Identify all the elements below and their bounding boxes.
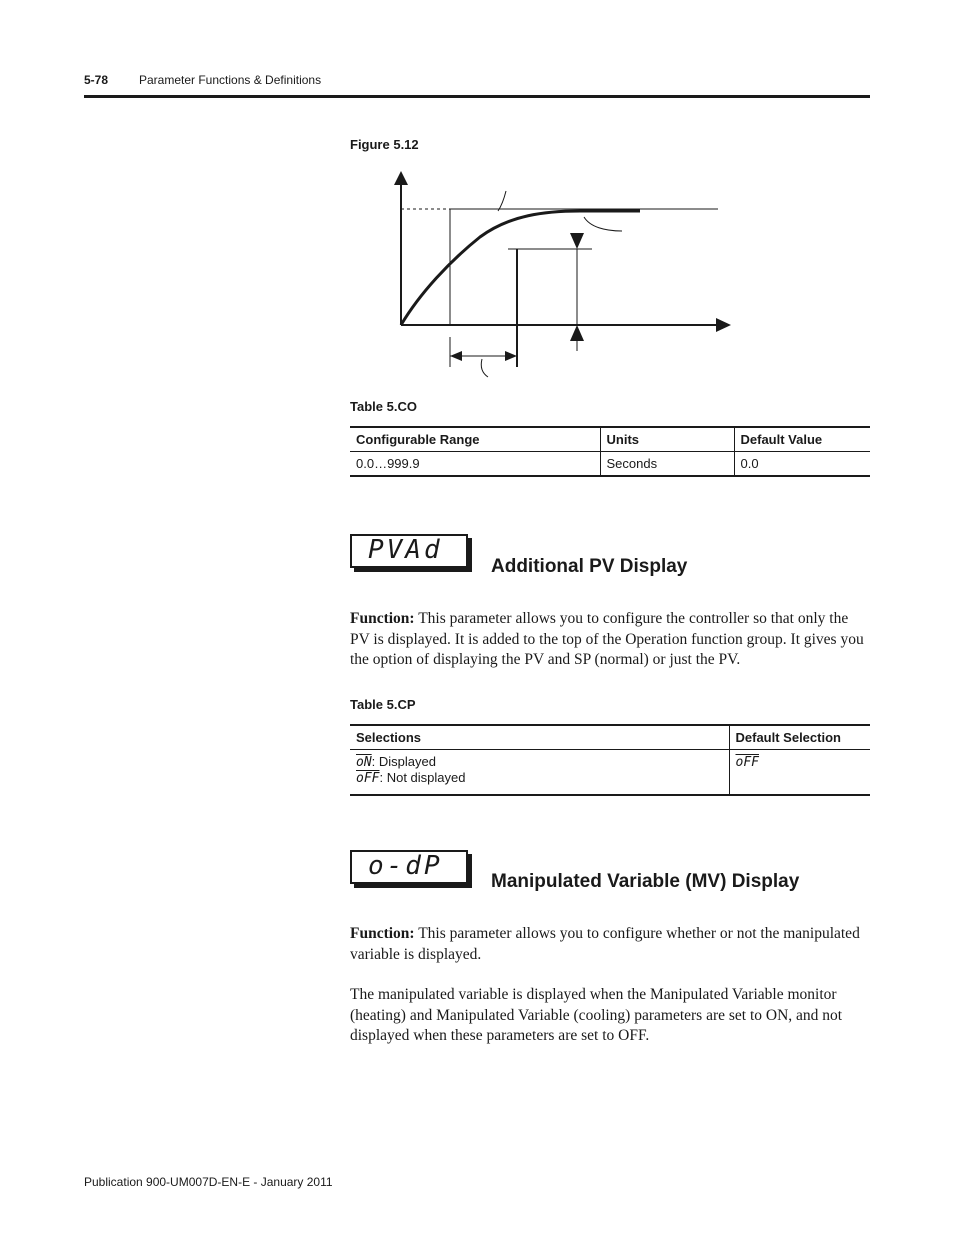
target-leader [584, 217, 622, 231]
table-row [350, 452, 870, 477]
running-header: Parameter Functions & Definitions [139, 73, 322, 87]
pvad-display-icon [350, 534, 468, 568]
curve-leader [498, 191, 506, 211]
dim-arrow-right [505, 351, 517, 361]
selection-code: $\overline{oN}$ [356, 755, 372, 770]
figure-caption: Figure 5.12 [350, 137, 419, 152]
section-title-odp: Manipulated Variable (MV) Display [491, 871, 800, 892]
selection-text: : Not displayed [379, 770, 466, 785]
table-cp-caption: Table 5.CP [350, 697, 416, 712]
odp-paragraph-2: The manipulated variable is displayed when the Manipulated Variable monitor (heating) and Manipulated Variable (cooling) parameters are set to ON, and not displayed when these parameters are set to OFF. [350, 986, 843, 1044]
function-label: Function: [350, 925, 415, 942]
function-text: This parameter allows you to configure the controller so that only the PV is displayed. It is added to the top of the Operation function group. It gives you the option of displaying the PV and SP (normal) or just the PV. [350, 610, 864, 668]
function-text: This parameter allows you to configure whether or not the manipulated variable is displayed. [350, 925, 860, 963]
step-response-figure [380, 165, 740, 385]
footer-publication: Publication 900-UM007D-EN-E - January 2011 [84, 1175, 333, 1189]
section-title-pvad: Additional PV Display [491, 556, 688, 577]
table-cell: 0.0 [734, 452, 870, 477]
table-header-row [350, 427, 870, 452]
header-rule [84, 95, 870, 98]
response-curve [401, 211, 640, 325]
function-label: Function: [350, 610, 415, 627]
dim-leader [481, 359, 488, 377]
selection-text: : Displayed [371, 754, 436, 769]
column-header: Default Value [734, 427, 870, 452]
table-cell: Seconds [600, 452, 734, 477]
column-header: Configurable Range [356, 432, 480, 447]
column-header: Units [600, 427, 734, 452]
display-code: PVAd [368, 535, 443, 565]
selections-cell [350, 750, 729, 796]
column-header: Selections [356, 730, 422, 745]
display-code: o-dP [368, 851, 443, 881]
table-row [350, 750, 870, 796]
default-code: $\overline{oFF}$ [735, 755, 759, 770]
column-header: Default Selection [729, 725, 870, 750]
table-co [350, 426, 870, 477]
dim-arrow-left [450, 351, 462, 361]
pvad-function-paragraph [350, 609, 870, 671]
selection-code: $\overline{oFF}$ [356, 771, 380, 786]
x-axis-arrow [716, 318, 731, 332]
odp-display-icon [350, 850, 468, 884]
table-cp [350, 724, 870, 796]
page-number: 5-78 [84, 73, 109, 87]
table-header-row [350, 725, 870, 750]
y-axis-arrow [394, 171, 408, 185]
odp-function-paragraph [350, 924, 870, 965]
down-arrow [570, 233, 584, 249]
table-cell: 0.0…999.9 [356, 456, 420, 471]
table-co-caption: Table 5.CO [350, 399, 417, 414]
up-arrow [570, 325, 584, 341]
default-selection-cell [729, 750, 870, 796]
